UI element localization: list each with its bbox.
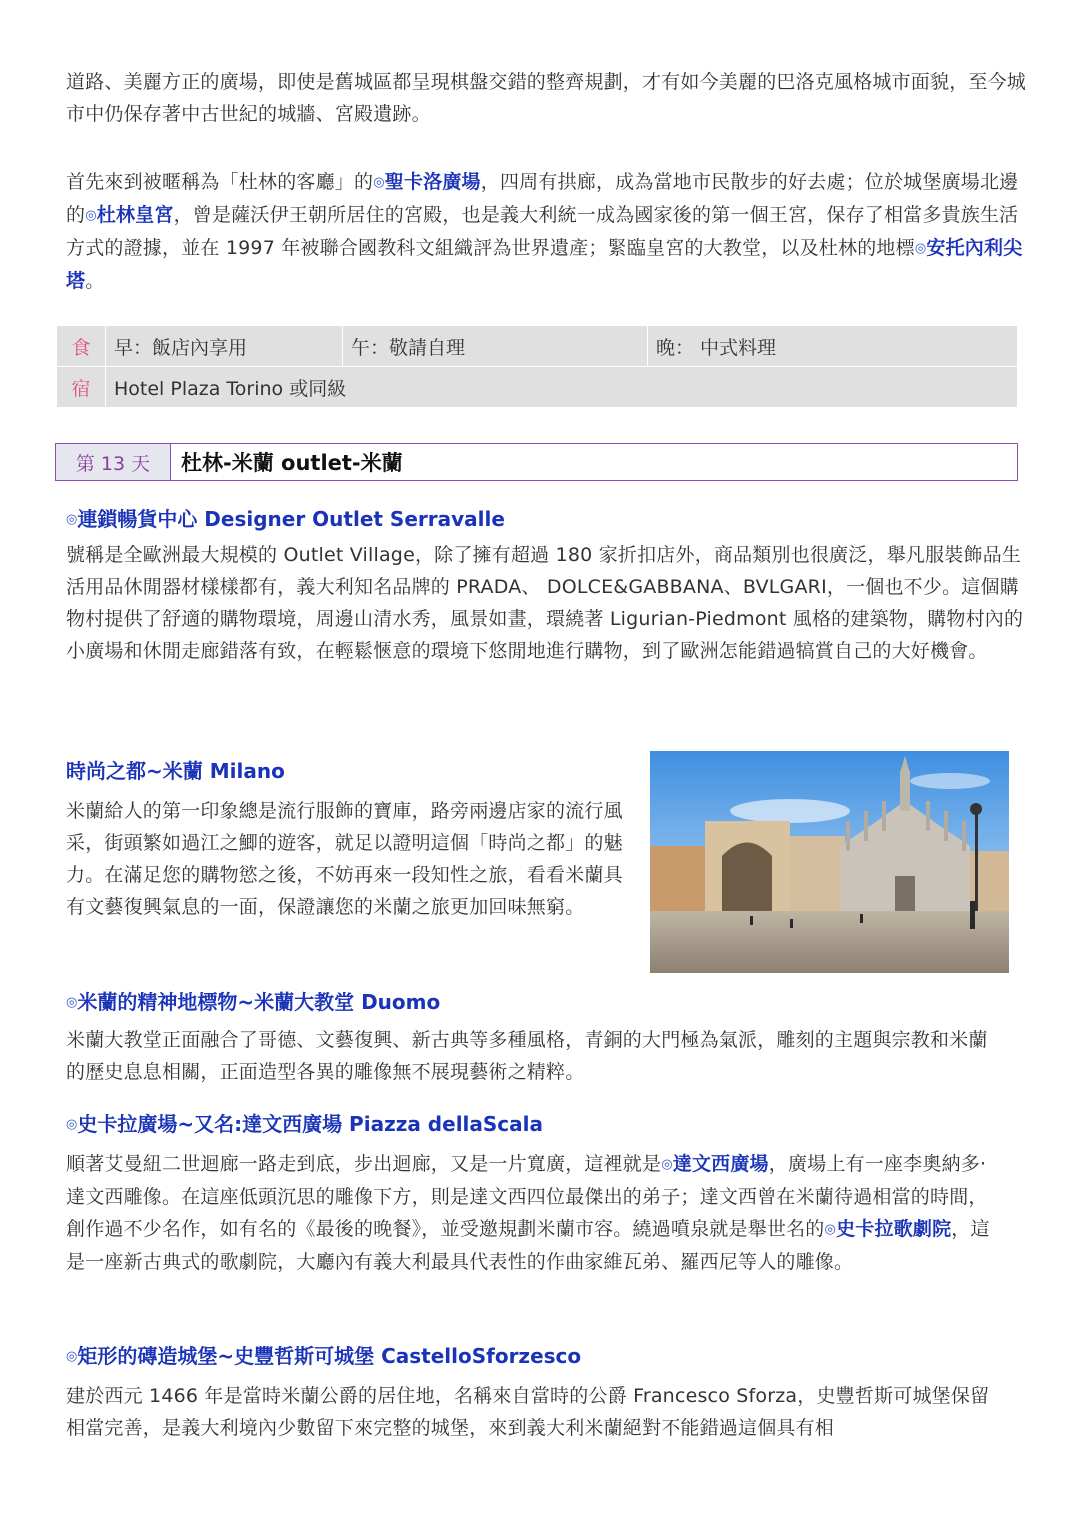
bullet-icon: ◎ — [66, 1349, 78, 1364]
castello-title: 矩形的磚造城堡~史豐哲斯可城堡 CastelloSforzesco — [77, 1344, 582, 1368]
bullet-icon: ◎ — [373, 175, 385, 190]
intro-paragraph-1: 道路、美麗方正的廣場，即使是舊城區都呈現棋盤交錯的整齊規劃，才有如今美麗的巴洛克風格城市面貌，至今城市中仍保存著中古世紀的城牆、宮殿遺跡。 — [66, 71, 1027, 125]
milan-duomo-photo — [650, 751, 1009, 973]
scala-title: 史卡拉廣場~又名:達文西廣場 Piazza dellaScala — [77, 1112, 544, 1136]
text-run: 。 — [85, 270, 105, 292]
bullet-icon: ◎ — [914, 241, 927, 256]
duomo-paragraph: 米蘭大教堂正面融合了哥德、文藝復興、新古典等多種風格，青銅的大門極為氣派，雕刻的主題與宗教和米蘭的歷史息息相關，正面造型各異的雕像無不展現藝術之精粹。 — [66, 1029, 988, 1083]
text-run: ，廣場上有一座李奧納多·達文西雕像。在這座低頭沉思的雕像下方，則是達文西四位最傑出的弟子；達文西曾在米蘭待過相當的時間，創作過不少名作，如有名的《最後的晚餐》，並受邀規劃米蘭市容。繞過噴泉就是舉世名的 — [66, 1153, 988, 1240]
highlight-piazza: 達文西廣場 — [672, 1153, 769, 1175]
castello-heading — [66, 1342, 581, 1371]
day-header — [55, 443, 1018, 481]
highlight-la-scala: 史卡拉歌劇院 — [836, 1218, 952, 1240]
highlight-royal-palace: 杜林皇宮 — [96, 204, 174, 226]
duomo-title: 米蘭的精神地標物~米蘭大教堂 Duomo — [77, 990, 441, 1014]
bullet-icon: ◎ — [85, 208, 97, 223]
duomo-heading — [66, 988, 440, 1017]
scala-heading — [66, 1110, 543, 1139]
highlight-mole-antonelliana: 安托內利尖塔 — [66, 237, 1023, 292]
dinner-cell: 晚： 中式料理 — [648, 326, 1018, 367]
bullet-icon: ◎ — [66, 995, 78, 1010]
text-run: ，四周有拱廊，成為當地市民散步的好去處；位於城堡廣場北邊的 — [66, 171, 1019, 226]
outlet-paragraph: 號稱是全歐洲最大規模的 Outlet Village，除了擁有超過 180 家折扣店外，商品類別也很廣泛，舉凡服裝飾品生活用品休閒器材樣樣都有，義大利知名品牌的 PRADA、 DOLCE&GABBANA、BVLGARI，一個也不少。這個購物村提供了舒適的購物環境，周邊山清水秀，風景如畫，環繞著 Ligurian-Piedmont 風格的建築物，購物村內的小廣場和休閒走廊錯落有致，在輕鬆愜意的環境下悠閒地進行購物，到了歐洲怎能錯過犒賞自己的大好機會。 — [66, 544, 1024, 662]
outlet-heading — [66, 505, 505, 534]
text-run: ，曾是薩沃伊王朝所居住的宮殿，也是義大利統一成為國家後的第一個王宮，保存了相當多貴族生活方式的證據，並在 1997 年被聯合國教科文組織評為世界遺產；緊臨皇宮的大教堂，以及杜林的地標 — [66, 204, 1019, 259]
milano-title: 時尚之都~米蘭 Milano — [66, 759, 285, 783]
breakfast-cell: 早：飯店內享用 — [106, 326, 343, 367]
stay-label: 宿 — [57, 367, 106, 408]
text-run: ，這是一座新古典式的歌劇院，大廳內有義大利最具代表性的作曲家維瓦弟、羅西尼等人的雕像。 — [66, 1218, 990, 1273]
scala-paragraph — [66, 1148, 996, 1278]
bullet-icon: ◎ — [824, 1222, 837, 1237]
text-run: 順著艾曼紐二世迴廊一路走到底，步出迴廊，又是一片寬廣，這裡就是 — [66, 1153, 662, 1175]
stay-row — [57, 367, 1018, 408]
food-label: 食 — [57, 326, 106, 367]
bullet-icon: ◎ — [66, 512, 78, 527]
castello-paragraph: 建於西元 1466 年是當時米蘭公爵的居住地，名稱來自當時的公爵 Francesco Sforza，史豐哲斯可城堡保留相當完善，是義大利境內少數留下來完整的城堡，來到義大利米蘭絕對不能錯過這個具有相 — [66, 1385, 990, 1439]
outlet-title: 連鎖暢貨中心 Designer Outlet Serravalle — [77, 507, 505, 531]
bullet-icon: ◎ — [661, 1157, 673, 1172]
milano-heading — [66, 757, 285, 785]
meals-table — [56, 325, 1018, 408]
day-route: 杜林-米蘭 outlet-米蘭 — [181, 451, 403, 475]
hotel-cell: Hotel Plaza Torino 或同級 — [106, 367, 1018, 408]
text-run: 首先來到被暱稱為「杜林的客廳」的 — [66, 171, 374, 193]
highlight-san-carlo: 聖卡洛廣場 — [384, 171, 481, 193]
bullet-icon: ◎ — [66, 1117, 78, 1132]
meals-row — [57, 326, 1018, 367]
day-number: 第 13 天 — [56, 444, 171, 480]
milano-paragraph: 米蘭給人的第一印象總是流行服飾的寶庫，路旁兩邊店家的流行風采，街頭繁如過江之鯽的遊客，就足以證明這個「時尚之都」的魅力。在滿足您的購物慾之後，不妨再來一段知性之旅，看看米蘭具有文藝復興氣息的一面，保證讓您的米蘭之旅更加回味無窮。 — [66, 800, 623, 918]
duomo-illustration — [650, 751, 1009, 973]
intro-paragraph-2 — [66, 166, 1036, 297]
lunch-cell: 午：敬請自理 — [343, 326, 648, 367]
